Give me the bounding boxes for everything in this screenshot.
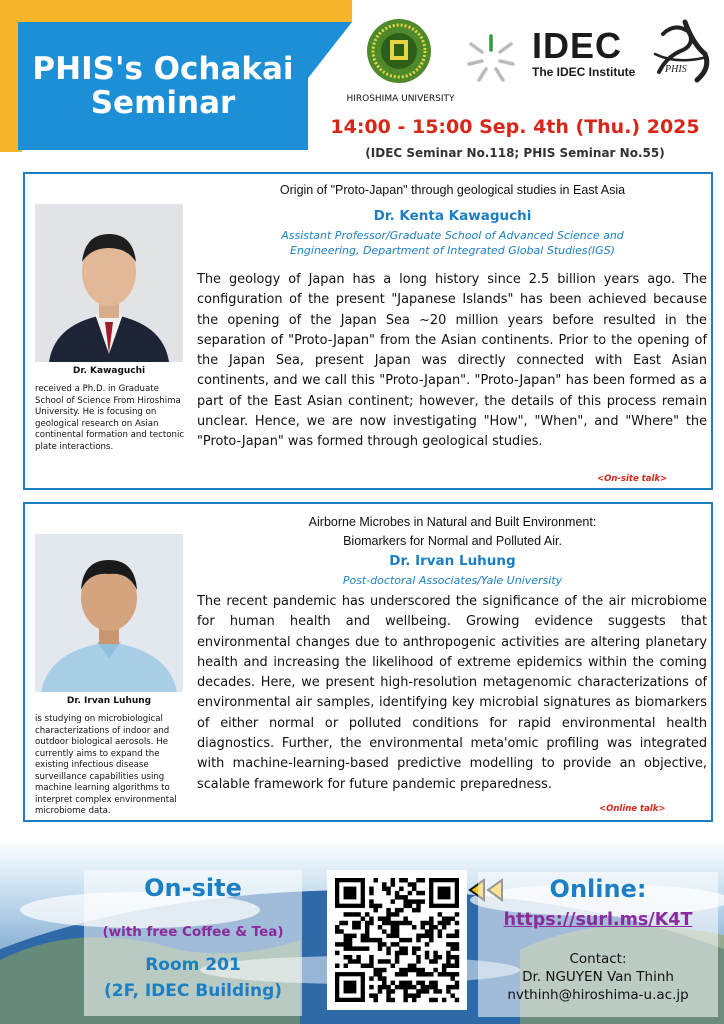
title-line-1: PHIS's Ochakai: [32, 51, 294, 87]
affiliation-line: Engineering, Department of Integrated Global Studies(IGS): [290, 244, 615, 257]
contact-info: [478, 950, 718, 1004]
talk-card-2: [23, 502, 713, 822]
seminar-title: [18, 52, 308, 120]
qr-code[interactable]: [327, 870, 467, 1010]
talk-title-line: Airborne Microbes in Natural and Built Environment:: [308, 515, 597, 529]
university-name: HIROSHIMA UNIVERSITY: [346, 94, 455, 104]
presenter-affiliation: [200, 228, 705, 258]
phis-calligraphy-logo-icon: [645, 14, 715, 94]
contact-name: Dr. NGUYEN Van Thinh: [522, 969, 674, 985]
affiliation-line: Assistant Professor/Graduate School of Advanced Science and: [281, 229, 624, 242]
speaker-bio: received a Ph.D. in Graduate School of Science From Hiroshima University. He is focusing on geological research on Asian continental formation and tectonic plate interactions.: [35, 384, 185, 452]
title-line-2: Seminar: [90, 85, 236, 121]
affiliation-line: Post-doctoral Associates/Yale University: [342, 574, 563, 587]
talk-card-1: [23, 172, 713, 490]
talk-title-line: Biomarkers for Normal and Polluted Air.: [343, 534, 562, 548]
qr-code-icon: [327, 870, 467, 1010]
event-datetime: 14:00 - 15:00 Sep. 4th (Thu.) 2025: [330, 116, 700, 138]
speaker-caption: Dr. Irvan Luhung: [66, 696, 152, 706]
title-banner-corner: [305, 22, 352, 82]
speaker-bio: is studying on microbiological characterizations of indoor and outdoor biological aerosols. He currently aims to expand the existing infectious disease surveillance capabilities using machine learning algorithms to interpret complex environmental microbiome data.: [35, 714, 177, 816]
talk-abstract: The geology of Japan has a long history since 2.5 billion years ago. The configuration of the present "Japanese Islands" has been achieved because the opening of the Japan Sea ~20 million years before resulted in the separation of "Proto-Japan" from the Asian continents. Prior to the opening of the Japan Sea, present Japan was directly connected with East Asian continents, and we call this "Proto-Japan". "Proto-Japan" has been formed as a part of the East Asian continent; however, the details of this process remain unclear. Hence, we are now investigating "How", "When", and "Where" the "Proto-Japan" was formed through geological studies.: [197, 272, 707, 450]
speaker-caption: Dr. Kawaguchi: [72, 366, 146, 376]
room-line: (2F, IDEC Building): [103, 981, 283, 1001]
online-title: Online:: [549, 875, 647, 903]
presenter-name: Dr. Kenta Kawaguchi: [373, 208, 532, 224]
contact-email[interactable]: nvthinh@hiroshima-u.ac.jp: [507, 987, 689, 1003]
room-info: [84, 952, 302, 1004]
contact-label: Contact:: [569, 951, 627, 967]
talk-title-line: Origin of "Proto-Japan" through geological studies in East Asia: [279, 183, 626, 197]
talk-mode-label: <On-site talk>: [597, 474, 668, 484]
hiroshima-university-logo-icon: [366, 18, 432, 84]
speaker-photo-luhung: [35, 534, 183, 692]
idec-logo-text: IDEC: [532, 25, 623, 66]
idec-institute-text: The IDEC Institute: [532, 65, 636, 79]
talk-abstract: The recent pandemic has underscored the significance of the air microbiome for human health and wellbeing. Growing evidence suggests that environmental changes due to anthropogenic activities are altering planetary health and increasing the likelihood of extreme epidemics within the coming decades. Here, we present high-resolution metagenomic characterizations of environmental air samples, identifying key microbial signatures as biomarkers of either normal or polluted conditions for rapid environmental health diagnostics. Further, the environmental meta'omic profiling was integrated with machine-learning-based predictive modelling to provide an objective, scalable framework for future pandemic preparedness.: [197, 594, 707, 792]
phis-logo-text: PHIS: [665, 64, 687, 75]
presenter-affiliation: [200, 573, 705, 588]
talk-title: [200, 513, 705, 551]
seminar-numbers: (IDEC Seminar No.118; PHIS Seminar No.55): [365, 146, 665, 160]
talk-mode-label: <Online talk>: [599, 804, 666, 814]
speaker-photo-kawaguchi: [35, 204, 183, 362]
online-link[interactable]: https://surl.ms/K4T: [503, 910, 693, 930]
idec-starburst-icon: [463, 30, 519, 86]
coffee-note: (with free Coffee & Tea): [102, 924, 284, 940]
talk-title: [200, 183, 705, 197]
header-accent-band: [0, 0, 352, 22]
onsite-title: On-site: [144, 874, 242, 902]
room-line: Room 201: [145, 955, 241, 975]
presenter-name: Dr. Irvan Luhung: [389, 553, 516, 569]
